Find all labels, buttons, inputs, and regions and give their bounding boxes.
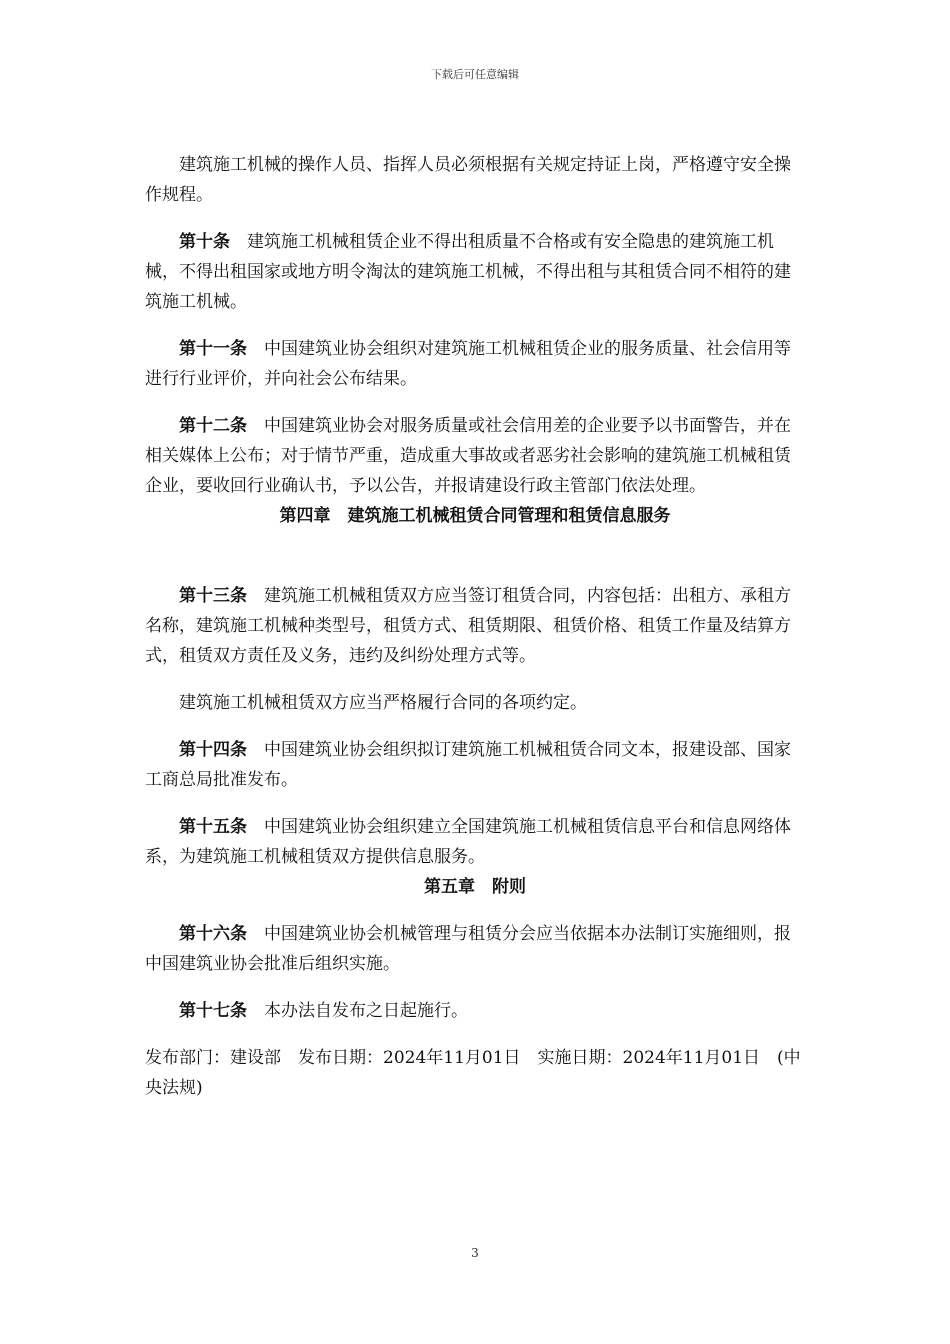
page-number: 3 bbox=[471, 1246, 479, 1260]
paragraph-text: 建筑施工机械的操作人员、指挥人员必须根据有关规定持证上岗，严格遵守安全操作规程。 bbox=[145, 155, 791, 205]
article-17 bbox=[145, 996, 805, 1026]
article-text: 建筑施工机械租赁企业不得出租质量不合格或有安全隐患的建筑施工机械，不得出租国家或地方明令淘汰的建筑施工机械，不得出租与其租赁合同不相符的建筑施工机械。 bbox=[145, 232, 791, 312]
article-number: 第十一条 bbox=[179, 339, 247, 359]
article-13 bbox=[145, 581, 805, 671]
paragraph-text: 建筑施工机械租赁双方应当严格履行合同的各项约定。 bbox=[179, 693, 587, 713]
article-text: 中国建筑业协会对服务质量或社会信用差的企业要予以书面警告，并在相关媒体上公布；对于情节严重，造成重大事故或者恶劣社会影响的建筑施工机械租赁企业，要收回行业确认书，予以公告，并报请建设行政主管部门依法处理。 bbox=[145, 416, 791, 496]
chapter-5-heading: 第五章 附则 bbox=[424, 877, 526, 897]
article-text: 中国建筑业协会组织对建筑施工机械租赁企业的服务质量、社会信用等进行行业评价，并向社会公布结果。 bbox=[145, 339, 791, 389]
article-15 bbox=[145, 812, 805, 872]
publication-info: 发布部门：建设部 发布日期：2024年11月01日 实施日期：2024年11月01日 (中央法规) bbox=[145, 1048, 801, 1098]
article-number: 第十二条 bbox=[179, 416, 247, 436]
article-number: 第十条 bbox=[179, 232, 230, 252]
article-text: 中国建筑业协会组织拟订建筑施工机械租赁合同文本，报建设部、国家工商总局批准发布。 bbox=[145, 740, 791, 790]
article-text: 建筑施工机械租赁双方应当签订租赁合同，内容包括：出租方、承租方名称，建筑施工机械种类型号，租赁方式、租赁期限、租赁价格、租赁工作量及结算方式，租赁双方责任及义务，违约及纠纷处理方式等。 bbox=[145, 586, 791, 666]
article-10 bbox=[145, 227, 805, 317]
page-header: 下载后可任意编辑 bbox=[431, 68, 519, 81]
article-text: 中国建筑业协会组织建立全国建筑施工机械租赁信息平台和信息网络体系，为建筑施工机械租赁双方提供信息服务。 bbox=[145, 817, 791, 867]
paragraph-operator-certification bbox=[145, 150, 805, 210]
article-11 bbox=[145, 334, 805, 394]
article-number: 第十五条 bbox=[179, 817, 247, 837]
article-number: 第十七条 bbox=[179, 1001, 247, 1021]
article-number: 第十四条 bbox=[179, 740, 247, 760]
article-12 bbox=[145, 411, 805, 501]
article-text: 本办法自发布之日起施行。 bbox=[264, 1001, 468, 1021]
article-16 bbox=[145, 919, 805, 979]
article-14 bbox=[145, 735, 805, 795]
paragraph-contract-fulfillment bbox=[145, 688, 805, 718]
document-body bbox=[145, 150, 805, 1103]
article-number: 第十三条 bbox=[179, 586, 247, 606]
article-text: 中国建筑业协会机械管理与租赁分会应当依据本办法制订实施细则，报中国建筑业协会批准后组织实施。 bbox=[145, 924, 791, 974]
chapter-4-heading: 第四章 建筑施工机械租赁合同管理和租赁信息服务 bbox=[279, 506, 671, 526]
article-number: 第十六条 bbox=[179, 924, 247, 944]
